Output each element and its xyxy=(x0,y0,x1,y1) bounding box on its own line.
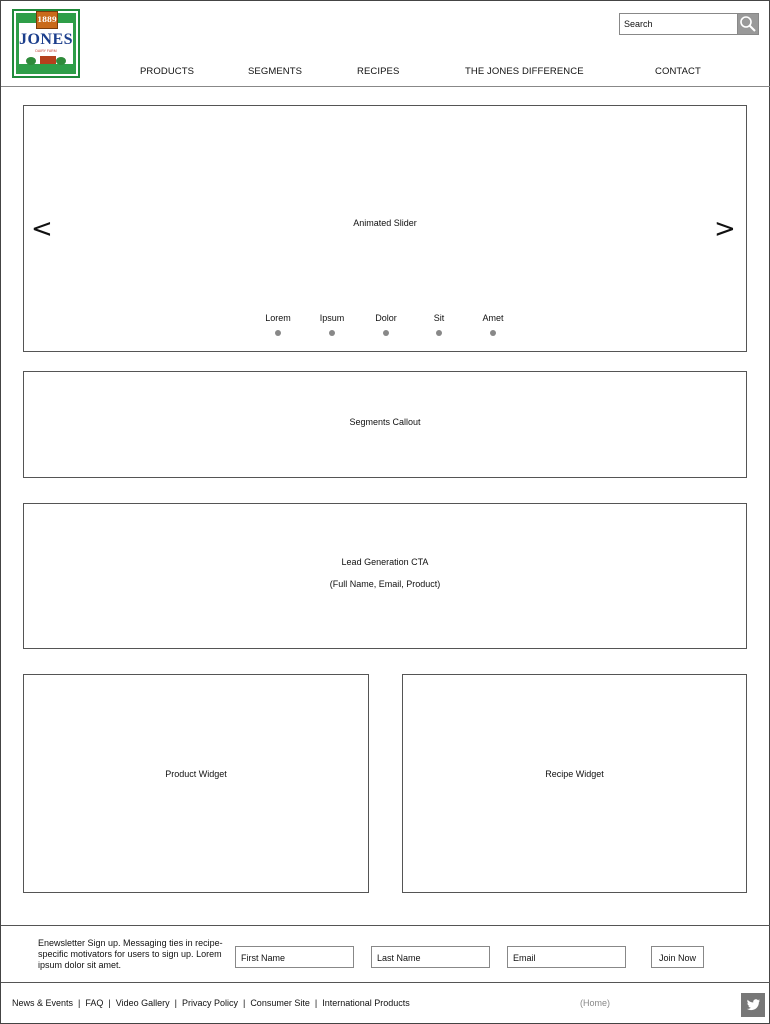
newsletter-divider xyxy=(1,925,770,926)
footer-link-international-products[interactable]: International Products xyxy=(322,998,410,1008)
join-now-button[interactable]: Join Now xyxy=(651,946,704,968)
segments-callout[interactable] xyxy=(23,371,747,478)
search-icon xyxy=(738,14,758,34)
footer-links xyxy=(12,998,410,1008)
slider-tab-sit[interactable] xyxy=(412,313,466,336)
lead-generation-cta[interactable] xyxy=(23,503,747,649)
footer-divider xyxy=(1,982,770,983)
slider-dot xyxy=(383,330,389,336)
slider-label: Animated Slider xyxy=(353,218,417,228)
lead-cta-title: Lead Generation CTA xyxy=(341,557,429,567)
slider-next-button[interactable]: > xyxy=(714,214,736,244)
footer-link-faq[interactable]: FAQ xyxy=(85,998,104,1008)
logo-tree xyxy=(56,57,66,65)
logo-tagline: DAIRY FARM xyxy=(35,49,57,53)
footer-link-privacy-policy[interactable]: Privacy Policy xyxy=(181,998,238,1008)
lead-cta-subtitle: (Full Name, Email, Product) xyxy=(329,579,441,589)
footer-link-consumer-site[interactable]: Consumer Site xyxy=(250,998,310,1008)
logo-barn xyxy=(40,56,56,64)
slider-dot xyxy=(436,330,442,336)
logo-farm-scene xyxy=(22,54,70,66)
footer-separator: | xyxy=(78,998,81,1008)
nav-item-products[interactable]: PRODUCTS xyxy=(140,66,195,77)
nav-item-jones-difference[interactable]: THE JONES DIFFERENCE xyxy=(465,66,584,77)
slider-tab-label: Sit xyxy=(433,313,445,323)
product-widget-label: Product Widget xyxy=(165,769,227,779)
slider-tab-dolor[interactable] xyxy=(359,313,413,336)
logo-badge: 1889 xyxy=(36,11,58,29)
footer-separator: | xyxy=(108,998,111,1008)
slider-tab-label: Amet xyxy=(482,313,504,323)
footer-separator: | xyxy=(314,998,318,1008)
logo-wordmark: JONES xyxy=(18,31,74,48)
footer-home-link[interactable]: (Home) xyxy=(580,998,611,1008)
twitter-button[interactable] xyxy=(741,993,765,1017)
nav-item-recipes[interactable]: RECIPES xyxy=(357,66,400,77)
logo-tree xyxy=(26,57,36,65)
search-button[interactable] xyxy=(737,13,759,35)
slider-dot xyxy=(275,330,281,336)
main-nav xyxy=(1,66,770,78)
slider-dot xyxy=(490,330,496,336)
slider-tab-lorem[interactable] xyxy=(251,313,305,336)
animated-slider xyxy=(23,105,747,352)
product-widget[interactable] xyxy=(23,674,369,893)
nav-item-contact[interactable]: CONTACT xyxy=(655,66,701,77)
segments-callout-label: Segments Callout xyxy=(349,417,421,427)
slider-tab-amet[interactable] xyxy=(466,313,520,336)
email-field[interactable]: Email xyxy=(507,946,626,968)
search-input[interactable]: Search xyxy=(619,13,738,35)
recipe-widget-label: Recipe Widget xyxy=(545,769,604,779)
last-name-field[interactable]: Last Name xyxy=(371,946,490,968)
footer-separator: | xyxy=(242,998,246,1008)
nav-item-segments[interactable]: SEGMENTS xyxy=(248,66,303,77)
slider-tab-label: Lorem xyxy=(265,313,291,323)
slider-tab-label: Ipsum xyxy=(319,313,345,323)
footer-link-news-events[interactable]: News & Events xyxy=(12,998,74,1008)
recipe-widget[interactable] xyxy=(402,674,747,893)
slider-prev-button[interactable]: < xyxy=(31,214,53,244)
slider-dot xyxy=(329,330,335,336)
footer-link-video-gallery[interactable]: Video Gallery xyxy=(115,998,170,1008)
header-divider xyxy=(1,86,770,87)
slider-tab-ipsum[interactable] xyxy=(305,313,359,336)
slider-tab-label: Dolor xyxy=(375,313,397,323)
twitter-icon xyxy=(741,993,765,1017)
first-name-field[interactable]: First Name xyxy=(235,946,354,968)
footer-separator: | xyxy=(174,998,177,1008)
newsletter-message: Enewsletter Sign up. Messaging ties in recipe-specific motivators for users to sign up. Lorem ipsum dolor sit amet. xyxy=(38,938,223,970)
